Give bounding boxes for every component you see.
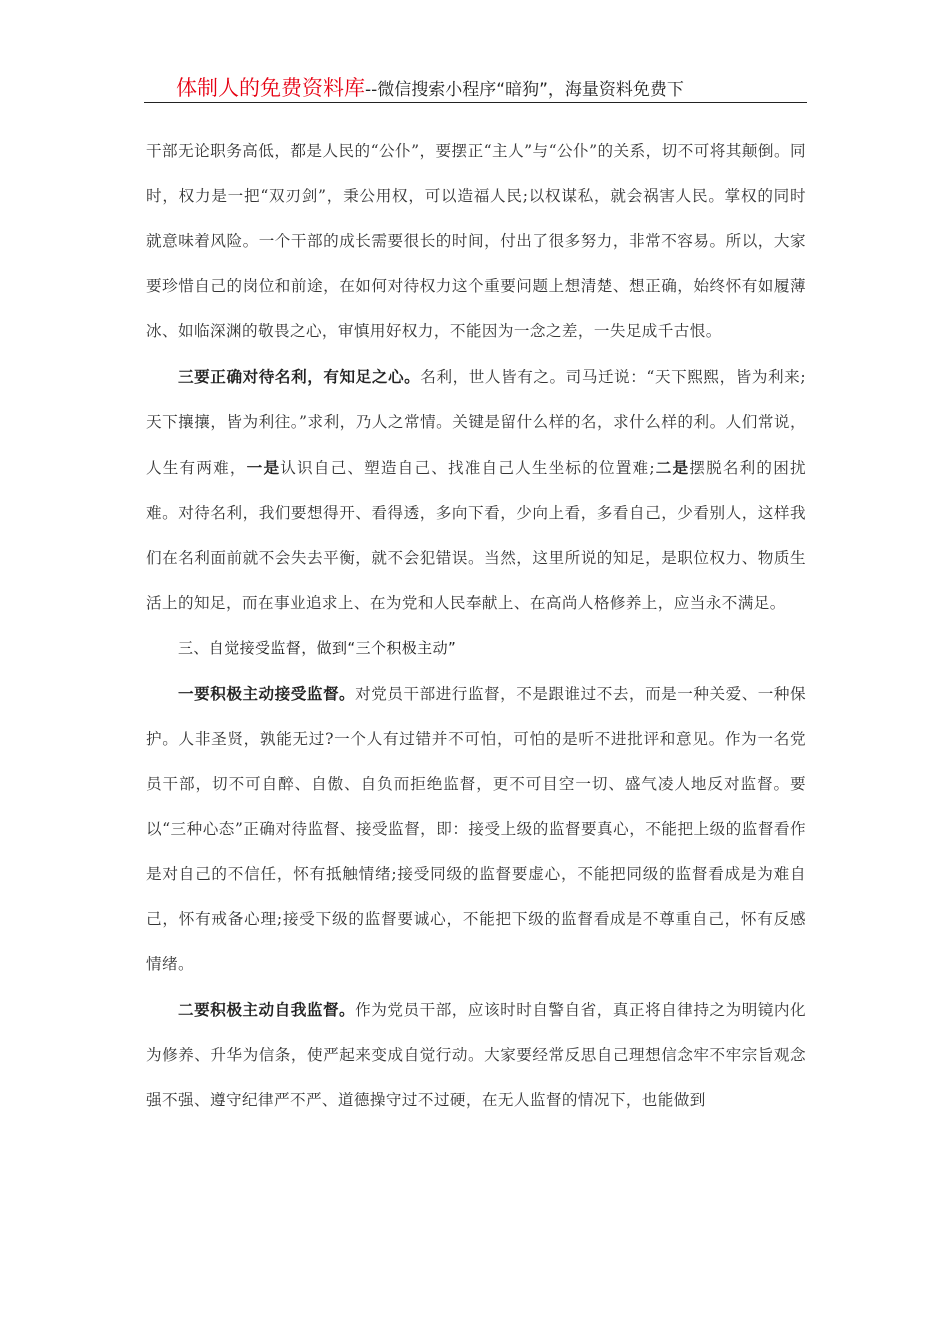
paragraph-text: 作为党员干部，应该时时自警自省，真正将自律持之为明镜内化为修养、升华为信条，使严起来变成自觉行动。大家要经常反思自己理想信念牢不牢宗旨观念强不强、遵守纪律严不严、道德操守过不过硬，在无人监督的情况下，也能做到 xyxy=(146,1001,807,1109)
paragraph-text: 认识自己、塑造自己、找准自己人生坐标的位置难; xyxy=(280,459,655,477)
header-tagline: --微信搜索小程序“暗狗”，海量资料免费下 xyxy=(365,80,684,100)
paragraph-lead: 二要积极主动自我监督。 xyxy=(178,1000,356,1019)
page-header xyxy=(144,72,807,103)
paragraph-3 xyxy=(146,671,806,987)
paragraph-text: 摆脱名利的困扰难。对待名利，我们要想得开、看得透，多向下看，少向上看，多看自己，少看别人，这样我们在名利面前就不会失去平衡，就不会犯错误。当然，这里所说的知足，是职位权力、物质生活上的知足，而在事业追求上、在为党和人民奉献上、在高尚人格修养上，应当永不满足。 xyxy=(146,459,806,612)
header-site-name: 体制人的免费资料库 xyxy=(176,76,365,100)
paragraph-2 xyxy=(146,354,806,626)
paragraph-4 xyxy=(146,987,806,1123)
section-heading xyxy=(146,626,806,671)
paragraph-text: 干部无论职务高低，都是人民的“公仆”，要摆正“主人”与“公仆”的关系，切不可将其颠倒。同时，权力是一把“双刃剑”，秉公用权，可以造福人民;以权谋私，就会祸害人民。掌权的同时就意味着风险。一个干部的成长需要很长的时间，付出了很多努力，非常不容易。所以，大家要珍惜自己的岗位和前途，在如何对待权力这个重要问题上想清楚、想正确，始终怀有如履薄冰、如临深渊的敬畏之心，审慎用好权力，不能因为一念之差，一失足成千古恨。 xyxy=(146,142,806,340)
paragraph-lead: 三要正确对待名利，有知足之心。 xyxy=(178,367,421,386)
document-body xyxy=(146,129,806,1123)
section-heading-text: 三、自觉接受监督，做到“三个积极主动” xyxy=(178,639,457,657)
paragraph-1 xyxy=(146,129,806,354)
paragraph-lead: 一要积极主动接受监督。 xyxy=(178,684,356,703)
paragraph-emphasis: 二是 xyxy=(654,458,690,477)
paragraph-text: 名利，世人皆有之。司马迁说：“天下熙熙，皆为利来;天下攘攘，皆为利往。”求利，乃人之常情。关键是留什么样的名，求什么样的利。人们常说，人生有两难， xyxy=(146,368,806,477)
paragraph-text: 对党员干部进行监督，不是跟谁过不去，而是一种关爱、一种保护。人非圣贤，孰能无过?一个人有过错并不可怕，可怕的是听不进批评和意见。作为一名党员干部，切不可自醉、自傲、自负而拒绝监督，更不可目空一切、盛气凌人地反对监督。要以“三种心态”正确对待监督、接受监督，即：接受上级的监督要真心，不能把上级的监督看作是对自己的不信任，怀有抵触情绪;接受同级的监督要虚心，不能把同级的监督看成是为难自己，怀有戒备心理;接受下级的监督要诚心，不能把下级的监督看成是不尊重自己，怀有反感情绪。 xyxy=(146,685,807,973)
paragraph-emphasis: 一是 xyxy=(246,458,281,477)
